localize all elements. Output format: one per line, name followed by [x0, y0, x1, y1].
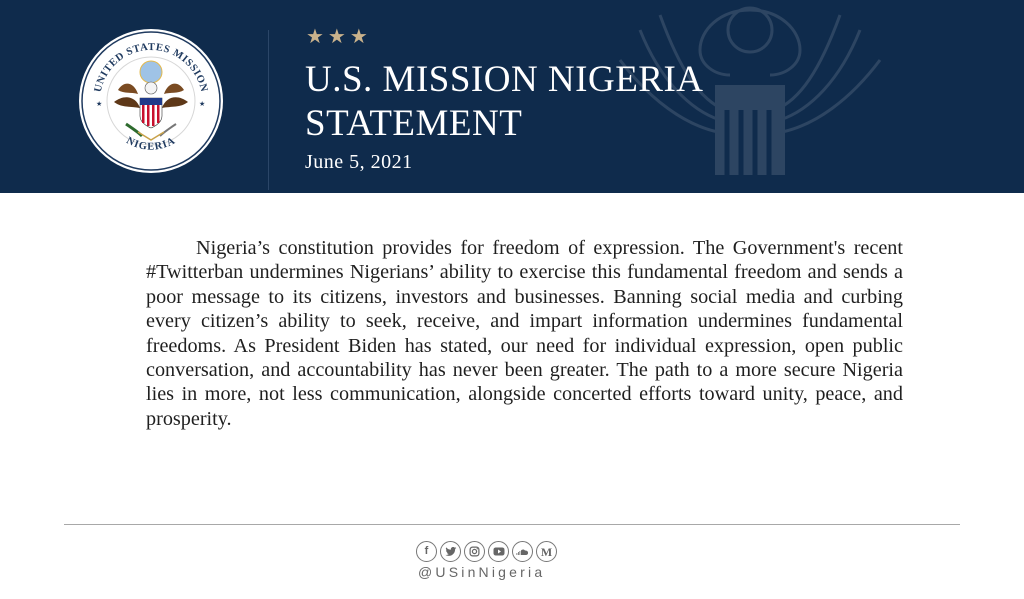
seal-bottom-text: NIGERIA: [124, 135, 178, 153]
stars-ornament: ★★★: [306, 24, 372, 48]
medium-icon[interactable]: M: [536, 541, 557, 562]
statement-date: June 5, 2021: [305, 151, 413, 173]
header-banner: [0, 0, 1024, 193]
header-divider: [268, 30, 269, 190]
page-title: [305, 58, 704, 146]
seal-top-text: UNITED STATES MISSION: [92, 41, 210, 94]
statement-text: Nigeria’s constitution provides for freedom of expression. The Government's recent #Twitterban undermines Nigerians’ ability to exercise this fundamental freedom and sends a poor message to its citizens, investors and businesses. Banning social media and curbing every citizen’s ability to seek, receive, and impart information undermines fundamental freedoms. As President Biden has stated, our need for individual expression, open public conversation, and accountability has never been greater. The path to a more secure Nigeria lies in more, not less communication, alongside concerted efforts toward unity, peace, and prosperity.: [146, 237, 903, 430]
footer-divider: [64, 524, 960, 525]
youtube-icon[interactable]: [488, 541, 509, 562]
social-handle[interactable]: @USinNigeria: [418, 564, 546, 580]
svg-text:★: ★: [96, 100, 103, 108]
title-line-2: STATEMENT: [305, 103, 523, 144]
instagram-icon[interactable]: [464, 541, 485, 562]
soundcloud-icon[interactable]: [512, 541, 533, 562]
twitter-icon[interactable]: [440, 541, 461, 562]
svg-text:★: ★: [199, 100, 206, 108]
facebook-icon[interactable]: f: [416, 541, 437, 562]
social-links: [416, 541, 557, 562]
title-line-1: U.S. MISSION NIGERIA: [305, 59, 704, 100]
mission-seal: [78, 28, 224, 174]
